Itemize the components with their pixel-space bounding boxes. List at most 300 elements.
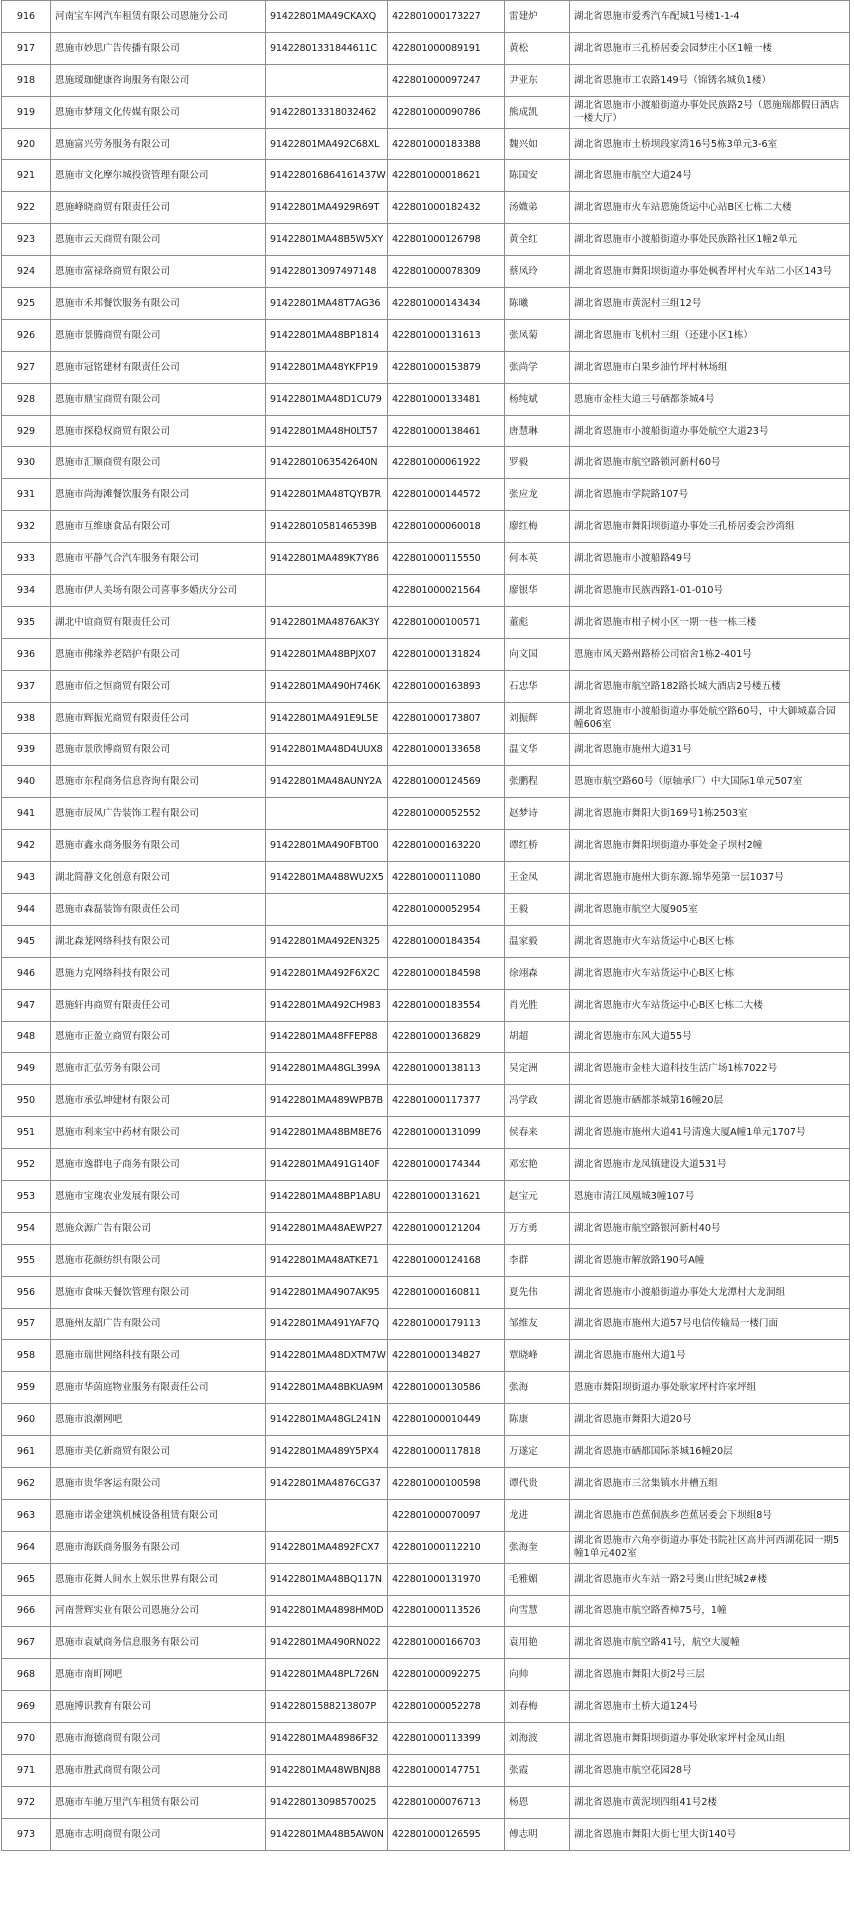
credit-code: 91422801MA48D1CU79: [266, 383, 388, 415]
table-row: [2, 925, 850, 957]
row-number: 962: [2, 1467, 51, 1499]
company-name: 恩施市伊人美场有限公司喜事多婚庆分公司: [51, 575, 266, 607]
license-number: 422801000138461: [388, 415, 505, 447]
company-name: 恩施市贵华客运有限公司: [51, 1467, 266, 1499]
row-number: 940: [2, 766, 51, 798]
table-row: [2, 32, 850, 64]
row-number: 923: [2, 224, 51, 256]
address: 湖北省恩施市舞阳大街七里大街140号: [570, 1818, 850, 1850]
legal-representative: 唐慧琳: [505, 415, 570, 447]
address: 湖北省恩施市舞阳大道20号: [570, 1404, 850, 1436]
credit-code: 91422801588213807P: [266, 1691, 388, 1723]
license-number: 422801000126595: [388, 1818, 505, 1850]
company-name: 恩施市浪潮网吧: [51, 1404, 266, 1436]
row-number: 946: [2, 957, 51, 989]
legal-representative: 傅志明: [505, 1818, 570, 1850]
company-name: 恩施州友韶广告有限公司: [51, 1308, 266, 1340]
row-number: 925: [2, 288, 51, 320]
credit-code: 91422801MA49CKAXQ: [266, 1, 388, 33]
legal-representative: 万遂定: [505, 1436, 570, 1468]
company-name: 恩施市平静气合汽车服务有限公司: [51, 543, 266, 575]
credit-code: 91422801MA48BQ117N: [266, 1563, 388, 1595]
company-registry-table: [1, 0, 850, 1851]
legal-representative: 汤媺弟: [505, 192, 570, 224]
company-name: 恩施市佰之恒商贸有限公司: [51, 670, 266, 702]
legal-representative: 黄松: [505, 32, 570, 64]
row-number: 965: [2, 1563, 51, 1595]
legal-representative: 何本英: [505, 543, 570, 575]
address: 湖北省恩施市火车站一路2号奥山世纪城2#楼: [570, 1563, 850, 1595]
credit-code: 91422801MA48AUNY2A: [266, 766, 388, 798]
address: 恩施市清江凤凰城3幢107号: [570, 1180, 850, 1212]
company-name: 恩施市正盈立商贸有限公司: [51, 1021, 266, 1053]
credit-code: 91422801MA48GL241N: [266, 1404, 388, 1436]
address: 湖北省恩施市施州大道1号: [570, 1340, 850, 1372]
address: 湖北省恩施市火车站货运中心B区七栋: [570, 925, 850, 957]
row-number: 944: [2, 893, 51, 925]
row-number: 938: [2, 702, 51, 734]
address: 湖北省恩施市小渡船街道办事处民族路社区1幢2单元: [570, 224, 850, 256]
company-name: 恩施市海跃商务服务有限公司: [51, 1531, 266, 1563]
company-name: 恩施市互维康食品有限公司: [51, 511, 266, 543]
table-row: [2, 1499, 850, 1531]
table-row: [2, 1308, 850, 1340]
credit-code: 91422801MA48B5AW0N: [266, 1818, 388, 1850]
address: 湖北省恩施市三岔集镇水井槽五组: [570, 1467, 850, 1499]
table-row: [2, 766, 850, 798]
table-row: [2, 893, 850, 925]
company-name: 恩施市鼎宝商贸有限公司: [51, 383, 266, 415]
credit-code: 91422801331844611C: [266, 32, 388, 64]
row-number: 952: [2, 1149, 51, 1181]
table-row: [2, 1372, 850, 1404]
company-name: 恩施市宝瑰农业发展有限公司: [51, 1180, 266, 1212]
legal-representative: 张鹏程: [505, 766, 570, 798]
legal-representative: 刘春梅: [505, 1691, 570, 1723]
credit-code: 91422801MA489K7Y86: [266, 543, 388, 575]
row-number: 935: [2, 606, 51, 638]
license-number: 422801000134827: [388, 1340, 505, 1372]
table-row: [2, 224, 850, 256]
table-row: [2, 1212, 850, 1244]
address: 湖北省恩施市硒都茶城第16幢20层: [570, 1085, 850, 1117]
legal-representative: 董彪: [505, 606, 570, 638]
row-number: 941: [2, 798, 51, 830]
row-number: 917: [2, 32, 51, 64]
row-number: 929: [2, 415, 51, 447]
license-number: 422801000090786: [388, 96, 505, 128]
company-name: 河南宝车网汽车租赁有限公司恩施分公司: [51, 1, 266, 33]
row-number: 959: [2, 1372, 51, 1404]
license-number: 422801000184598: [388, 957, 505, 989]
legal-representative: 向帅: [505, 1659, 570, 1691]
credit-code: 91422801309749714​8: [266, 256, 388, 288]
company-name: 恩施力克网络科技有限公司: [51, 957, 266, 989]
credit-code: 91422801MA48ATKE71: [266, 1244, 388, 1276]
address: 湖北省恩施市小渡船街道办事处大龙潭村大龙洞组: [570, 1276, 850, 1308]
legal-representative: 杨恩: [505, 1786, 570, 1818]
row-number: 950: [2, 1085, 51, 1117]
credit-code: 91422801MA492F6X2C: [266, 957, 388, 989]
legal-representative: 张尚学: [505, 351, 570, 383]
row-number: 932: [2, 511, 51, 543]
license-number: 422801000111080: [388, 862, 505, 894]
license-number: 422801000089191: [388, 32, 505, 64]
company-name: 恩施市景欣博商贸有限公司: [51, 734, 266, 766]
license-number: 422801000131970: [388, 1563, 505, 1595]
company-name: 恩施市汇弘劳务有限公司: [51, 1053, 266, 1085]
company-name: 恩施轩冉商贸有限责任公司: [51, 989, 266, 1021]
credit-code: 91422801MA4892FCX7: [266, 1531, 388, 1563]
address: 湖北省恩施市舞阳坝街道办事处金子坝村2幢: [570, 830, 850, 862]
table-row: [2, 351, 850, 383]
company-name: 恩施市文化摩尔城投资管理有限公司: [51, 160, 266, 192]
row-number: 926: [2, 319, 51, 351]
legal-representative: 龙进: [505, 1499, 570, 1531]
table-row: [2, 862, 850, 894]
legal-representative: 袁用艳: [505, 1627, 570, 1659]
table-row: [2, 160, 850, 192]
address: 湖北省恩施市航空大道24号: [570, 160, 850, 192]
license-number: 422801000021564: [388, 575, 505, 607]
address: 湖北省恩施市舞阳坝街道办事处三孔桥居委会沙湾组: [570, 511, 850, 543]
legal-representative: 覃晓峰: [505, 1340, 570, 1372]
address: 湖北省恩施市航空路银河新村40号: [570, 1212, 850, 1244]
table-row: [2, 1531, 850, 1563]
row-number: 933: [2, 543, 51, 575]
license-number: 422801000166703: [388, 1627, 505, 1659]
address: 湖北省恩施市金桂大道科技生活广场1栋7022号: [570, 1053, 850, 1085]
row-number: 930: [2, 447, 51, 479]
license-number: 422801000130586: [388, 1372, 505, 1404]
table-row: [2, 1053, 850, 1085]
table-row: [2, 989, 850, 1021]
license-number: 422801000113399: [388, 1723, 505, 1755]
license-number: 422801000060018: [388, 511, 505, 543]
row-number: 943: [2, 862, 51, 894]
legal-representative: 肖光胜: [505, 989, 570, 1021]
company-name: 恩施市云天商贸有限公司: [51, 224, 266, 256]
table-row: [2, 543, 850, 575]
address: 湖北省恩施市柑子树小区一期一巷一栋三楼: [570, 606, 850, 638]
row-number: 956: [2, 1276, 51, 1308]
license-number: 422801000183388: [388, 128, 505, 160]
credit-code: 91422801MA490RN022: [266, 1627, 388, 1659]
license-number: 422801000124168: [388, 1244, 505, 1276]
table-row: [2, 1467, 850, 1499]
legal-representative: 刘振辉: [505, 702, 570, 734]
credit-code: 91422801MA4876AK3Y: [266, 606, 388, 638]
legal-representative: 张海: [505, 1372, 570, 1404]
company-name: 恩施市花颜纺织有限公司: [51, 1244, 266, 1276]
company-name: 恩施市南町网吧: [51, 1659, 266, 1691]
address: 湖北省恩施市航空路182路长城大酒店2号楼五楼: [570, 670, 850, 702]
legal-representative: 张海奎: [505, 1531, 570, 1563]
license-number: 422801000131824: [388, 638, 505, 670]
legal-representative: 赵梦诗: [505, 798, 570, 830]
company-name: 恩施市禾邦餐饮服务有限公司: [51, 288, 266, 320]
address: 湖北省恩施市舞阳坝街道办事处耿家坪村金凤山组: [570, 1723, 850, 1755]
table-row: [2, 128, 850, 160]
license-number: 422801000076713: [388, 1786, 505, 1818]
company-name: 恩施市探稳权商贸有限公司: [51, 415, 266, 447]
company-name: 恩施市东程商务信息咨询有限公司: [51, 766, 266, 798]
credit-code: 914228016864161437W: [266, 160, 388, 192]
legal-representative: 张应龙: [505, 479, 570, 511]
credit-code: 91422801MA48FFEP88: [266, 1021, 388, 1053]
license-number: 422801000136829: [388, 1021, 505, 1053]
legal-representative: 陈曦: [505, 288, 570, 320]
legal-representative: 徐翊森: [505, 957, 570, 989]
credit-code: [266, 64, 388, 96]
address: 湖北省恩施市火车站货运中心B区七栋二大楼: [570, 989, 850, 1021]
license-number: 422801000131099: [388, 1117, 505, 1149]
company-name: 恩施市瑞世网络科技有限公司: [51, 1340, 266, 1372]
license-number: 422801000126798: [388, 224, 505, 256]
license-number: 422801000010449: [388, 1404, 505, 1436]
table-row: [2, 447, 850, 479]
row-number: 966: [2, 1595, 51, 1627]
table-row: [2, 479, 850, 511]
legal-representative: 向文国: [505, 638, 570, 670]
row-number: 961: [2, 1436, 51, 1468]
credit-code: 91422801MA48BP1A8U: [266, 1180, 388, 1212]
row-number: 970: [2, 1723, 51, 1755]
address: 恩施市凤天路州路桥公司宿舍1栋2-401号: [570, 638, 850, 670]
address: 湖北省恩施市小渡船街道办事处民族路2号（恩施瑞都假日酒店一楼大厅）: [570, 96, 850, 128]
credit-code: [266, 798, 388, 830]
license-number: 422801000163893: [388, 670, 505, 702]
license-number: 422801000131613: [388, 319, 505, 351]
company-name: 恩施市景腾商贸有限公司: [51, 319, 266, 351]
row-number: 954: [2, 1212, 51, 1244]
legal-representative: 张霞: [505, 1754, 570, 1786]
legal-representative: 赵宝元: [505, 1180, 570, 1212]
row-number: 922: [2, 192, 51, 224]
company-name: 恩施富兴劳务服务有限公司: [51, 128, 266, 160]
table-row: [2, 64, 850, 96]
row-number: 967: [2, 1627, 51, 1659]
credit-code: 91422801MA489Y5PX4: [266, 1436, 388, 1468]
license-number: 422801000138113: [388, 1053, 505, 1085]
license-number: 422801000131621: [388, 1180, 505, 1212]
company-name: 恩施市胜武商贸有限公司: [51, 1754, 266, 1786]
credit-code: 91422801MA48BKUA9M: [266, 1372, 388, 1404]
address: 湖北省恩施市舞阳坝街道办事处枫香坪村火车站二小区143号: [570, 256, 850, 288]
company-name: 恩施市逸群电子商务有限公司: [51, 1149, 266, 1181]
legal-representative: 向雪慧: [505, 1595, 570, 1627]
address: 恩施市舞阳坝街道办事处耿家坪村许家坪组: [570, 1372, 850, 1404]
license-number: 422801000112210: [388, 1531, 505, 1563]
legal-representative: 侯春来: [505, 1117, 570, 1149]
row-number: 928: [2, 383, 51, 415]
table-row: [2, 1117, 850, 1149]
legal-representative: 杨纯斌: [505, 383, 570, 415]
credit-code: 91422801MA491E9L5E: [266, 702, 388, 734]
table-row: [2, 415, 850, 447]
company-name: 恩施市冠铭建材有限责任公司: [51, 351, 266, 383]
credit-code: 91422801309857002​5: [266, 1786, 388, 1818]
credit-code: 91422801331803246​2: [266, 96, 388, 128]
table-row: [2, 1659, 850, 1691]
table-row: [2, 1786, 850, 1818]
license-number: 422801000052552: [388, 798, 505, 830]
table-row: [2, 1276, 850, 1308]
credit-code: 91422801MA48T7AG36: [266, 288, 388, 320]
credit-code: 91422801MA492CH983: [266, 989, 388, 1021]
license-number: 422801000143434: [388, 288, 505, 320]
legal-representative: 毛雅媚: [505, 1563, 570, 1595]
legal-representative: 王金凤: [505, 862, 570, 894]
row-number: 936: [2, 638, 51, 670]
table-row: [2, 1691, 850, 1723]
legal-representative: 熊成凯: [505, 96, 570, 128]
company-name: 河南誉辉实业有限公司恩施分公司: [51, 1595, 266, 1627]
license-number: 422801000182432: [388, 192, 505, 224]
row-number: 964: [2, 1531, 51, 1563]
row-number: 916: [2, 1, 51, 33]
address: 湖北省恩施市火车站货运中心B区七栋: [570, 957, 850, 989]
address: 湖北省恩施市白果乡油竹坪村林场组: [570, 351, 850, 383]
license-number: 422801000147751: [388, 1754, 505, 1786]
row-number: 918: [2, 64, 51, 96]
table-row: [2, 702, 850, 734]
credit-code: 91422801MA48B5W5XY: [266, 224, 388, 256]
company-name: 恩施市志明商贸有限公司: [51, 1818, 266, 1850]
address: 湖北省恩施市工农路149号（锦锈名城负1楼）: [570, 64, 850, 96]
table-row: [2, 1563, 850, 1595]
company-name: 恩施瑷珈健康咨询服务有限公司: [51, 64, 266, 96]
company-name: 恩施市袁斌商务信息服务有限公司: [51, 1627, 266, 1659]
company-name: 恩施市花舞人间水上娱乐世界有限公司: [51, 1563, 266, 1595]
credit-code: [266, 1499, 388, 1531]
license-number: 422801000173807: [388, 702, 505, 734]
credit-code: 91422801MA48BPJX07: [266, 638, 388, 670]
credit-code: 91422801063542640N: [266, 447, 388, 479]
table-row: [2, 606, 850, 638]
legal-representative: 陈国安: [505, 160, 570, 192]
license-number: 422801000133658: [388, 734, 505, 766]
credit-code: [266, 575, 388, 607]
legal-representative: 吴定洲: [505, 1053, 570, 1085]
license-number: 422801000115550: [388, 543, 505, 575]
legal-representative: 王毅: [505, 893, 570, 925]
license-number: 422801000153879: [388, 351, 505, 383]
address: 湖北省恩施市六角亭街道办事处书院社区高井河西湖花园一期5幢1单元402室: [570, 1531, 850, 1563]
company-name: 恩施市辰凤广告装饰工程有限公司: [51, 798, 266, 830]
credit-code: 91422801MA48WBNJ88: [266, 1754, 388, 1786]
legal-representative: 石忠华: [505, 670, 570, 702]
row-number: 963: [2, 1499, 51, 1531]
legal-representative: 罗毅: [505, 447, 570, 479]
address: 湖北省恩施市舞阳大街169号1栋2503室: [570, 798, 850, 830]
license-number: 422801000100571: [388, 606, 505, 638]
table-row: [2, 1180, 850, 1212]
license-number: 422801000133481: [388, 383, 505, 415]
address: 湖北省恩施市东风大道55号: [570, 1021, 850, 1053]
credit-code: 91422801MA492EN325: [266, 925, 388, 957]
table-row: [2, 96, 850, 128]
credit-code: 91422801MA48YKFP19: [266, 351, 388, 383]
row-number: 920: [2, 128, 51, 160]
table-row: [2, 798, 850, 830]
row-number: 958: [2, 1340, 51, 1372]
license-number: 422801000184354: [388, 925, 505, 957]
credit-code: 91422801MA491G140F: [266, 1149, 388, 1181]
table-row: [2, 830, 850, 862]
table-row: [2, 383, 850, 415]
credit-code: 91422801MA4907AK95: [266, 1276, 388, 1308]
license-number: 422801000061922: [388, 447, 505, 479]
credit-code: 91422801MA490H746K: [266, 670, 388, 702]
credit-code: 91422801MA48GL399A: [266, 1053, 388, 1085]
address: 恩施市航空路60号（原轴承厂）中大国际1单元507室: [570, 766, 850, 798]
credit-code: 91422801MA491YAF7Q: [266, 1308, 388, 1340]
license-number: 422801000117377: [388, 1085, 505, 1117]
row-number: 934: [2, 575, 51, 607]
license-number: 422801000121204: [388, 1212, 505, 1244]
legal-representative: 蔡凤玲: [505, 256, 570, 288]
address: 湖北省恩施市硒都国际茶城16幢20层: [570, 1436, 850, 1468]
row-number: 968: [2, 1659, 51, 1691]
table-row: [2, 256, 850, 288]
table-row: [2, 1723, 850, 1755]
address: 湖北省恩施市飞机村三组（还建小区1栋）: [570, 319, 850, 351]
table-row: [2, 1, 850, 33]
table-row: [2, 1021, 850, 1053]
license-number: 422801000018621: [388, 160, 505, 192]
row-number: 951: [2, 1117, 51, 1149]
row-number: 937: [2, 670, 51, 702]
company-name: 恩施峰晓商贸有限责任公司: [51, 192, 266, 224]
legal-representative: 谭红桥: [505, 830, 570, 862]
company-name: 恩施市利来宝中药材有限公司: [51, 1117, 266, 1149]
credit-code: 91422801MA488WU2X5: [266, 862, 388, 894]
row-number: 955: [2, 1244, 51, 1276]
table-row: [2, 1404, 850, 1436]
address: 湖北省恩施市火车站恩施货运中心站B区七栋二大楼: [570, 192, 850, 224]
credit-code: 91422801MA48AEWP27: [266, 1212, 388, 1244]
credit-code: 91422801MA48DXTM7W: [266, 1340, 388, 1372]
legal-representative: 黄全红: [505, 224, 570, 256]
credit-code: 91422801MA48BM8E76: [266, 1117, 388, 1149]
address: 湖北省恩施市龙凤镇建设大道531号: [570, 1149, 850, 1181]
legal-representative: 夏先伟: [505, 1276, 570, 1308]
license-number: 422801000163220: [388, 830, 505, 862]
credit-code: 91422801MA492C68XL: [266, 128, 388, 160]
license-number: 422801000173227: [388, 1, 505, 33]
table-row: [2, 734, 850, 766]
legal-representative: 温家毅: [505, 925, 570, 957]
legal-representative: 尹亚东: [505, 64, 570, 96]
legal-representative: 邓宏艳: [505, 1149, 570, 1181]
company-name: 恩施市鑫永商务服务有限公司: [51, 830, 266, 862]
address: 湖北省恩施市三孔桥居委会园梦庄小区1幢一楼: [570, 32, 850, 64]
address: 湖北省恩施市小渡船路49号: [570, 543, 850, 575]
company-name: 恩施市车驰万里汽车租赁有限公司: [51, 1786, 266, 1818]
address: 恩施市金桂大道三号硒都茶城4号: [570, 383, 850, 415]
table-row: [2, 1244, 850, 1276]
row-number: 939: [2, 734, 51, 766]
license-number: 422801000144572: [388, 479, 505, 511]
company-name: 恩施市海德商贸有限公司: [51, 1723, 266, 1755]
company-name: 恩施市诺金建筑机械设备租赁有限公司: [51, 1499, 266, 1531]
table-row: [2, 957, 850, 989]
legal-representative: 雷建炉: [505, 1, 570, 33]
row-number: 947: [2, 989, 51, 1021]
address: 湖北省恩施市民族西路1-01-010号: [570, 575, 850, 607]
credit-code: 91422801MA489WPB7B: [266, 1085, 388, 1117]
